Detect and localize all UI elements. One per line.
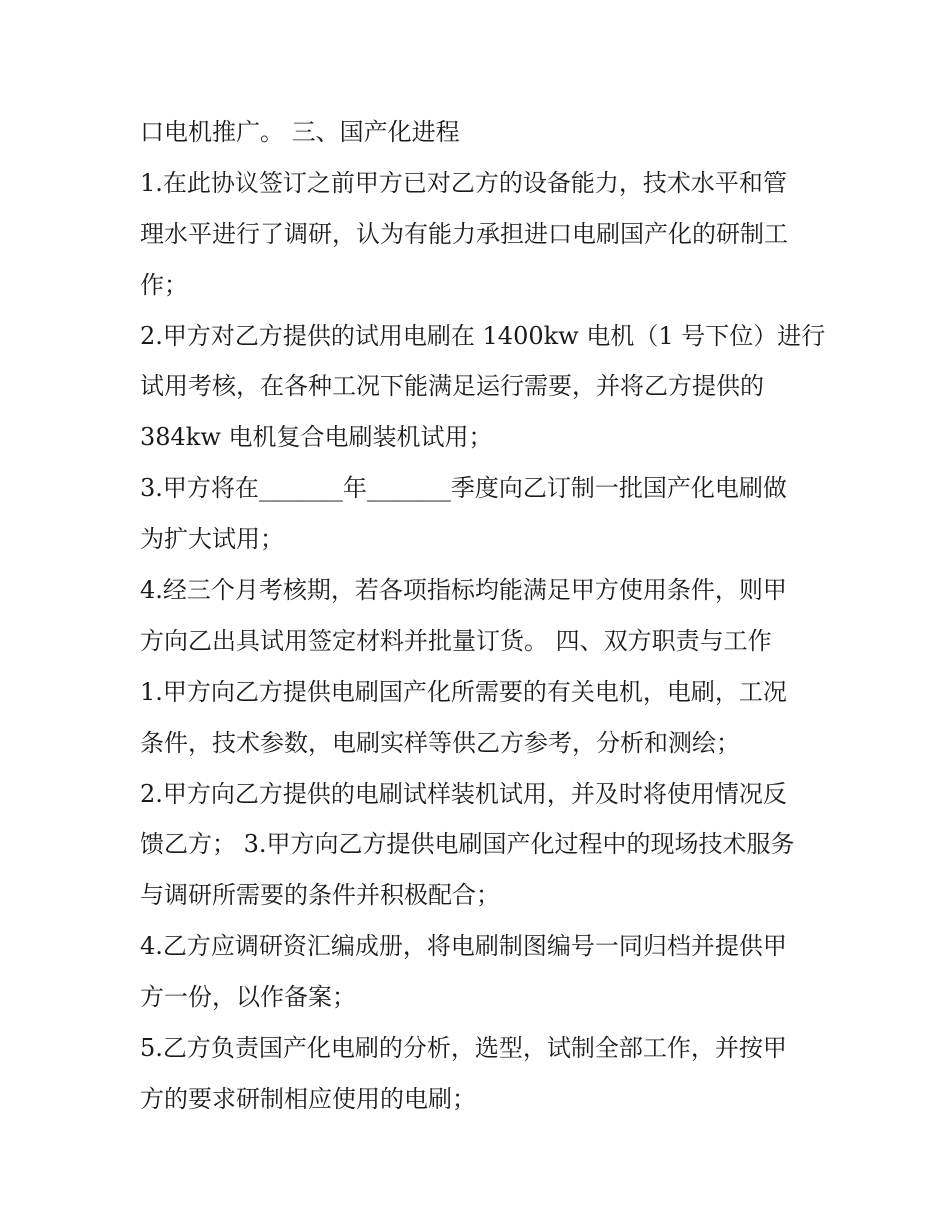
text-line: 条件，技术参数，电刷实样等供乙方参考，分析和测绘； bbox=[140, 728, 740, 757]
text-line: 试用考核，在各种工况下能满足运行需要，并将乙方提供的 bbox=[140, 372, 764, 401]
text-line: 1.甲方向乙方提供电刷国产化所需要的有关电机，电刷，工况 bbox=[140, 677, 787, 706]
text-line: 作； bbox=[140, 270, 188, 299]
text-line: 理水平进行了调研，认为有能力承担进口电刷国产化的研制工 bbox=[140, 219, 788, 248]
text-line: 384kw 电机复合电刷装机试用； bbox=[140, 423, 493, 452]
text-line: 方一份，以作备案； bbox=[140, 983, 356, 1012]
text-line: 2.甲方向乙方提供的电刷试样装机试用，并及时将使用情况反 bbox=[140, 779, 787, 808]
text-line: 与调研所需要的条件并积极配合； bbox=[140, 881, 500, 910]
text-line: 4.经三个月考核期，若各项指标均能满足甲方使用条件，则甲 bbox=[140, 576, 787, 605]
text-line: 口电机推广。 三、国产化进程 bbox=[140, 118, 460, 146]
text-line: 为扩大试用； bbox=[140, 525, 284, 554]
text-line: 馈乙方； 3.甲方向乙方提供电刷国产化过程中的现场技术服务 bbox=[140, 830, 795, 859]
text-line: 1.在此协议签订之前甲方已对乙方的设备能力，技术水平和管 bbox=[140, 168, 787, 197]
text-line: 2.甲方对乙方提供的试用电刷在 1400kw 电机（1 号下位）进行 bbox=[140, 321, 826, 350]
text-line: 3.甲方将在_______年_______季度向乙订制一批国产化电刷做 bbox=[140, 474, 787, 503]
text-line: 方的要求研制相应使用的电刷； bbox=[140, 1084, 476, 1113]
text-line: 方向乙出具试用签定材料并批量订货。 四、双方职责与工作 bbox=[140, 626, 772, 655]
text-line: 5.乙方负责国产化电刷的分析，选型，试制全部工作，并按甲 bbox=[140, 1034, 787, 1063]
document-body bbox=[140, 107, 826, 1125]
text-line: 4.乙方应调研资汇编成册，将电刷制图编号一同归档并提供甲 bbox=[140, 932, 787, 961]
